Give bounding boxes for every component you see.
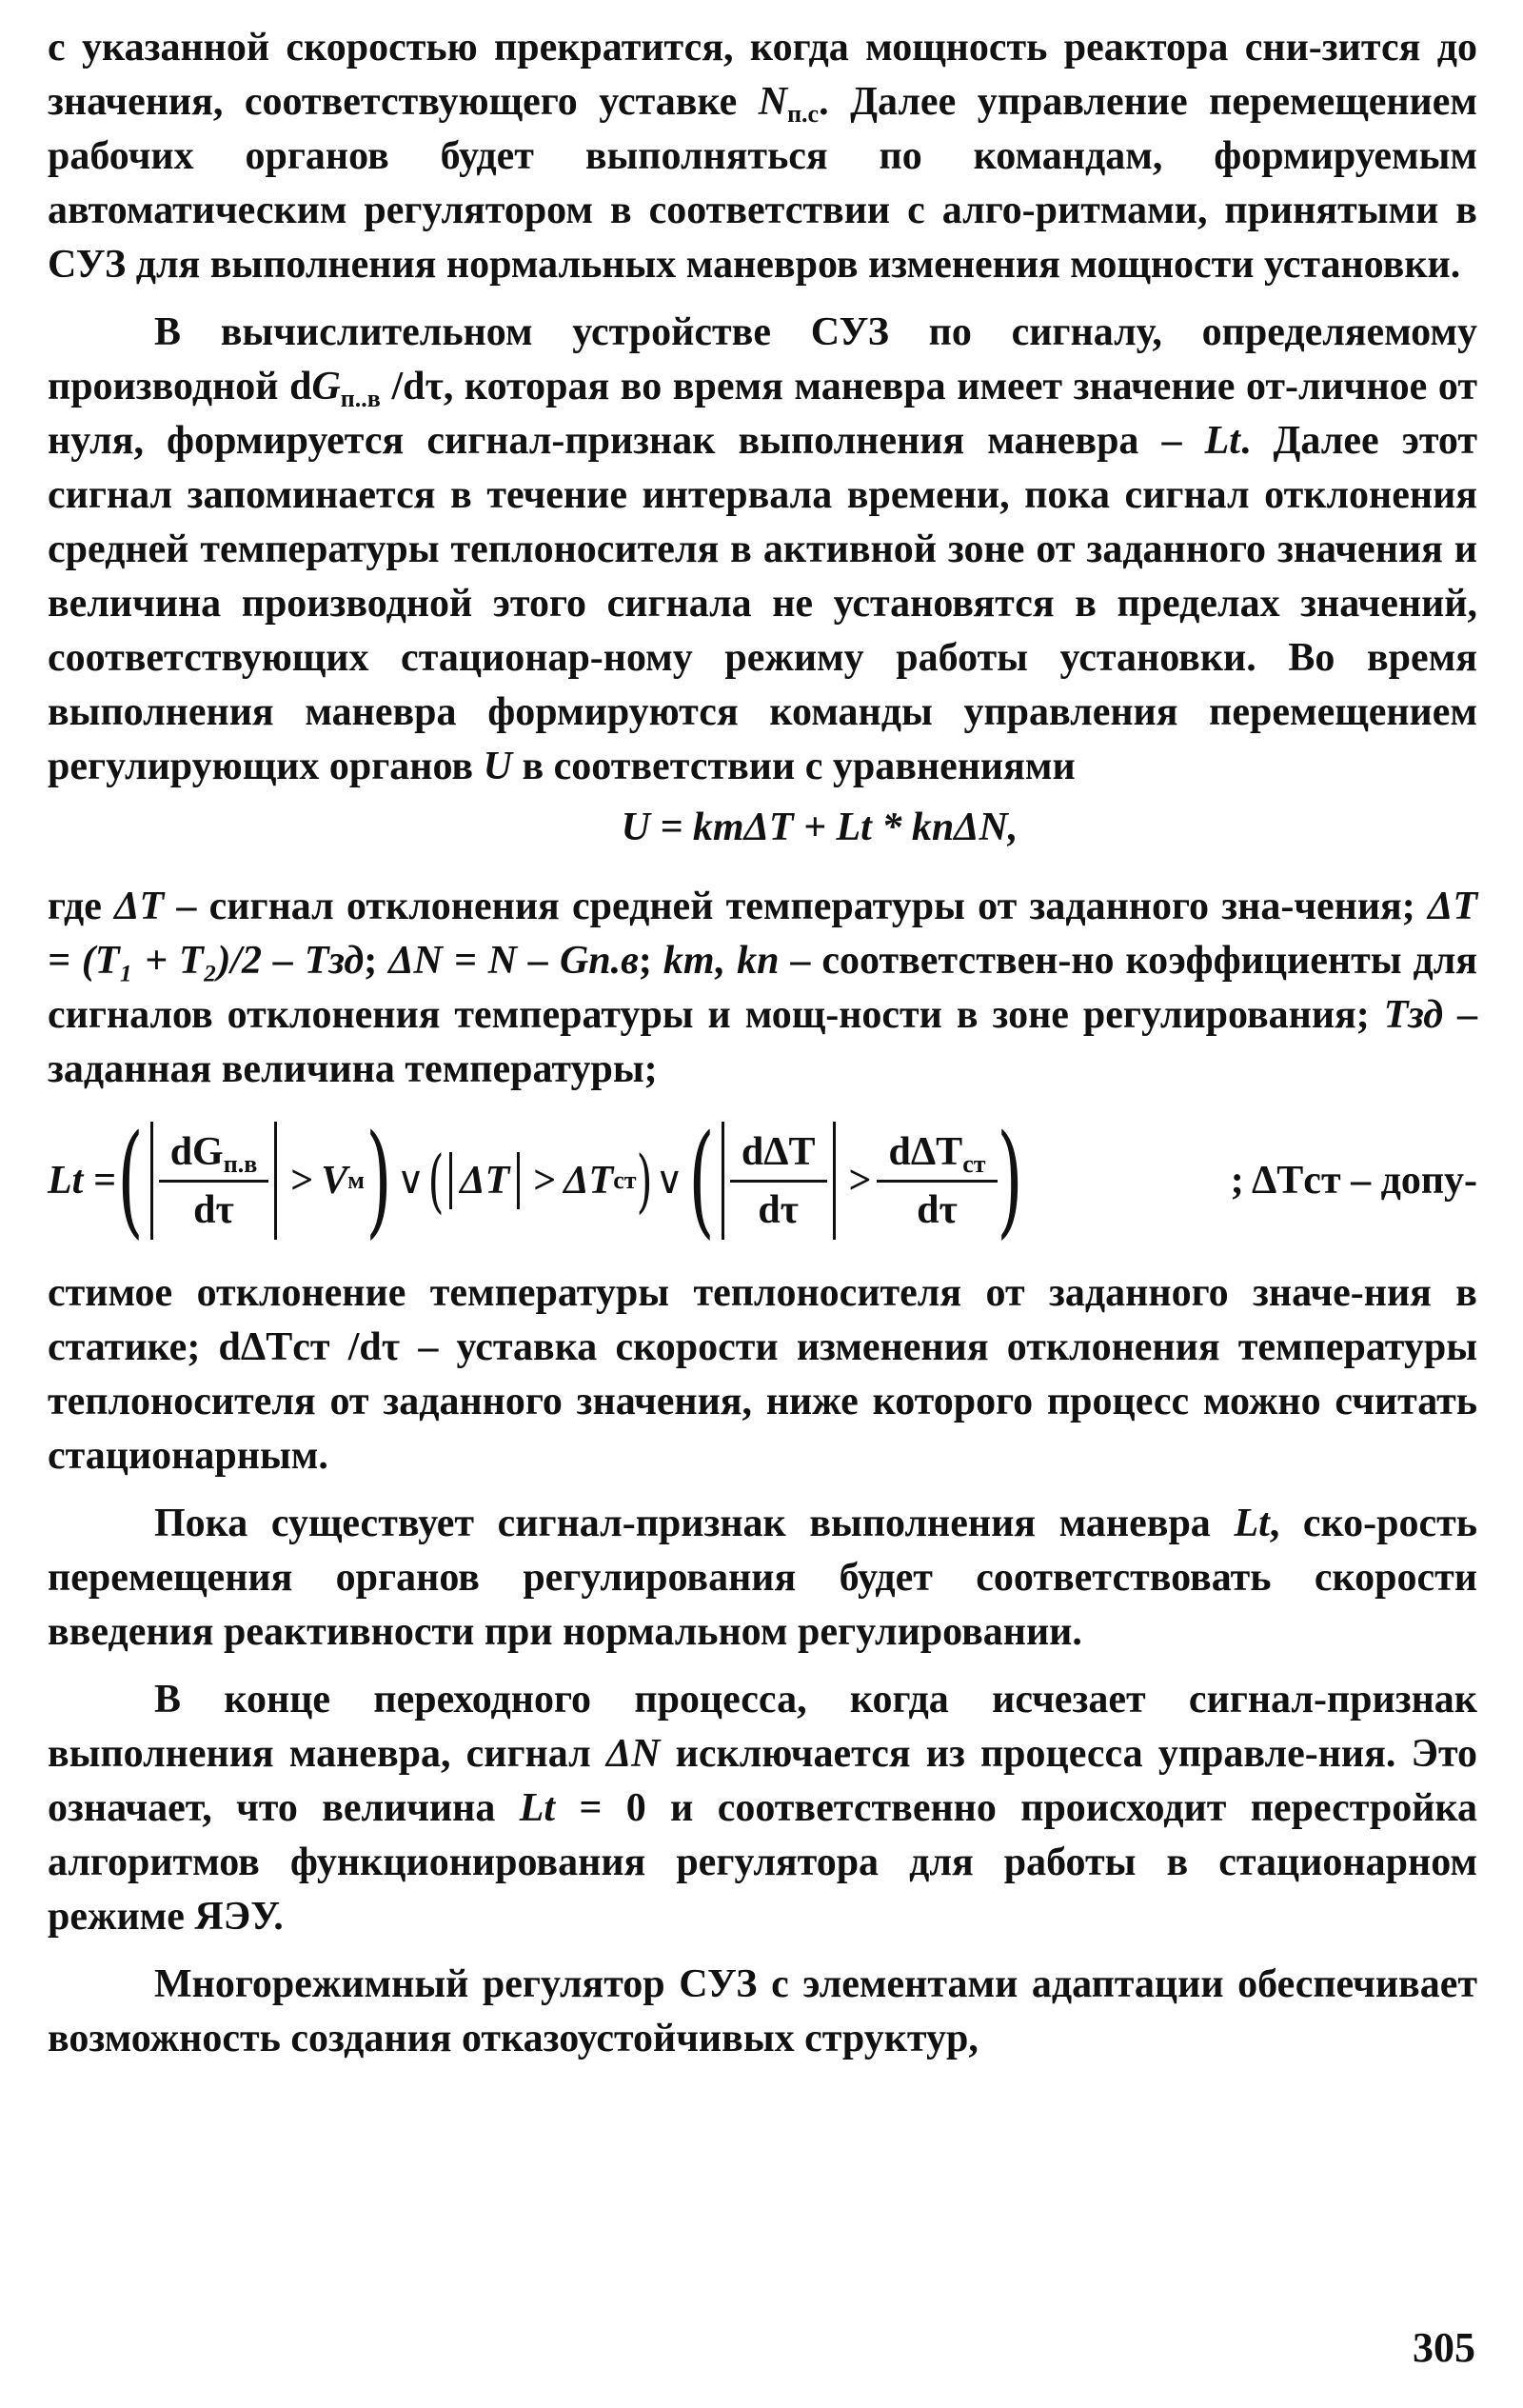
equation-u: U = kтΔT + Lt * kпΔN, [621,806,1019,849]
frac-ddTst: $\frac{d\Delta T_{ст}}{d\tau}$ [882,1128,991,1234]
abs-ddT: $\frac{\text{dΔT}}{d\tau}$ [722,1122,836,1240]
paragraph-3: где ΔT – сигнал отклонения средней температуры от заданного зна-чения; ΔT = (T₁ + T₂)/2 – Tзд; ΔN = N – Gп.в; kт, kп – соответствен-но коэффициенты для сигналов отклонения температуры и мощ-ности в зоне регулирования; Tзд – заданная величина температуры; [48,885,1478,1091]
abs-dG: $\frac{dG_{п.в}}{d\tau}$ [150,1122,278,1240]
paren-open: ( [117,1109,144,1251]
equation-lt: Lt = ( $\frac{dG_{п.в}}{d\tau}$ > V м ) ∨ ( ΔT > ΔT ст ) ∨ ( $\frac{\text{dΔT}}{d\tau}$ > $\frac{d\Delta T_{ст}}{d\tau}$ ) ; ΔTст – допу- [48,1109,1477,1251]
paragraph-7: Многорежимный регулятор СУЗ с элементами адаптации обеспечивает возможность создания отказоустойчивых структур, [48,1962,1477,2060]
paragraph-1: с указанной скоростью прекратится, когда мощность реактора сни-зится до значения, соответствующего уставке $N_{п.с}$. Далее управление перемещением рабочих органов будет выполняться по командам, формируемым автоматическим регулятором в соответствии с алго-ритмами, принятыми в СУЗ для выполнения нормальных маневров изменения мощности установки. [48,26,1477,287]
or-symbol: ∨ [396,1159,425,1203]
paragraph-2: В вычислительном устройстве СУЗ по сигналу, определяемому производной $dG_{п..в}$ /dτ, которая во время маневра имеет значение от-личное от нуля, формируется сигнал-признак выполнения маневра – Lt. Далее этот сигнал запоминается в течение интервала времени, пока сигнал отклонения средней температуры теплоносителя в активной зоне от заданного значения и величина производной этого сигнала не установятся в пределах значений, соответствующих стационар-ному режиму работы установки. Во время выполнения маневра формируются команды управления перемещением регулирующих органов U в соответствии с уравнениями [48,310,1478,788]
page-number: 305 [1413,2324,1475,2371]
abs-deltaT: ΔT [449,1152,520,1209]
lt-lhs: Lt = [48,1159,116,1203]
paragraph-5: Пока существует сигнал-признак выполнения маневра Lt, ско-рость перемещения органов регулирования будет соответствовать скорости введения реактивности при нормальном регулировании. [48,1502,1477,1654]
paren-close: ) [366,1109,392,1251]
paragraph-6: В конце переходного процесса, когда исчезает сигнал-признак выполнения маневра, сигнал ΔN исключается из процесса управле-ния. Это означает, что величина Lt = 0 и соответственно происходит перестройка алгоритмов функционирования регулятора для работы в стационарном режиме ЯЭУ. [48,1678,1478,1939]
paren-open-2: ( [688,1109,715,1251]
document-page [48,21,1477,2066]
paragraph-4: стимое отклонение температуры теплоносителя от заданного значе-ния в статике; dΔTст /dτ – уставка скорости изменения отклонения температуры теплоносителя от заданного значения, ниже которого процесс можно считать стационарным. [48,1271,1477,1478]
paren-close-2: ) [996,1109,1023,1251]
lt-tail-text: ; ΔTст – допу- [1230,1159,1477,1203]
or-symbol-2: ∨ [655,1159,683,1203]
